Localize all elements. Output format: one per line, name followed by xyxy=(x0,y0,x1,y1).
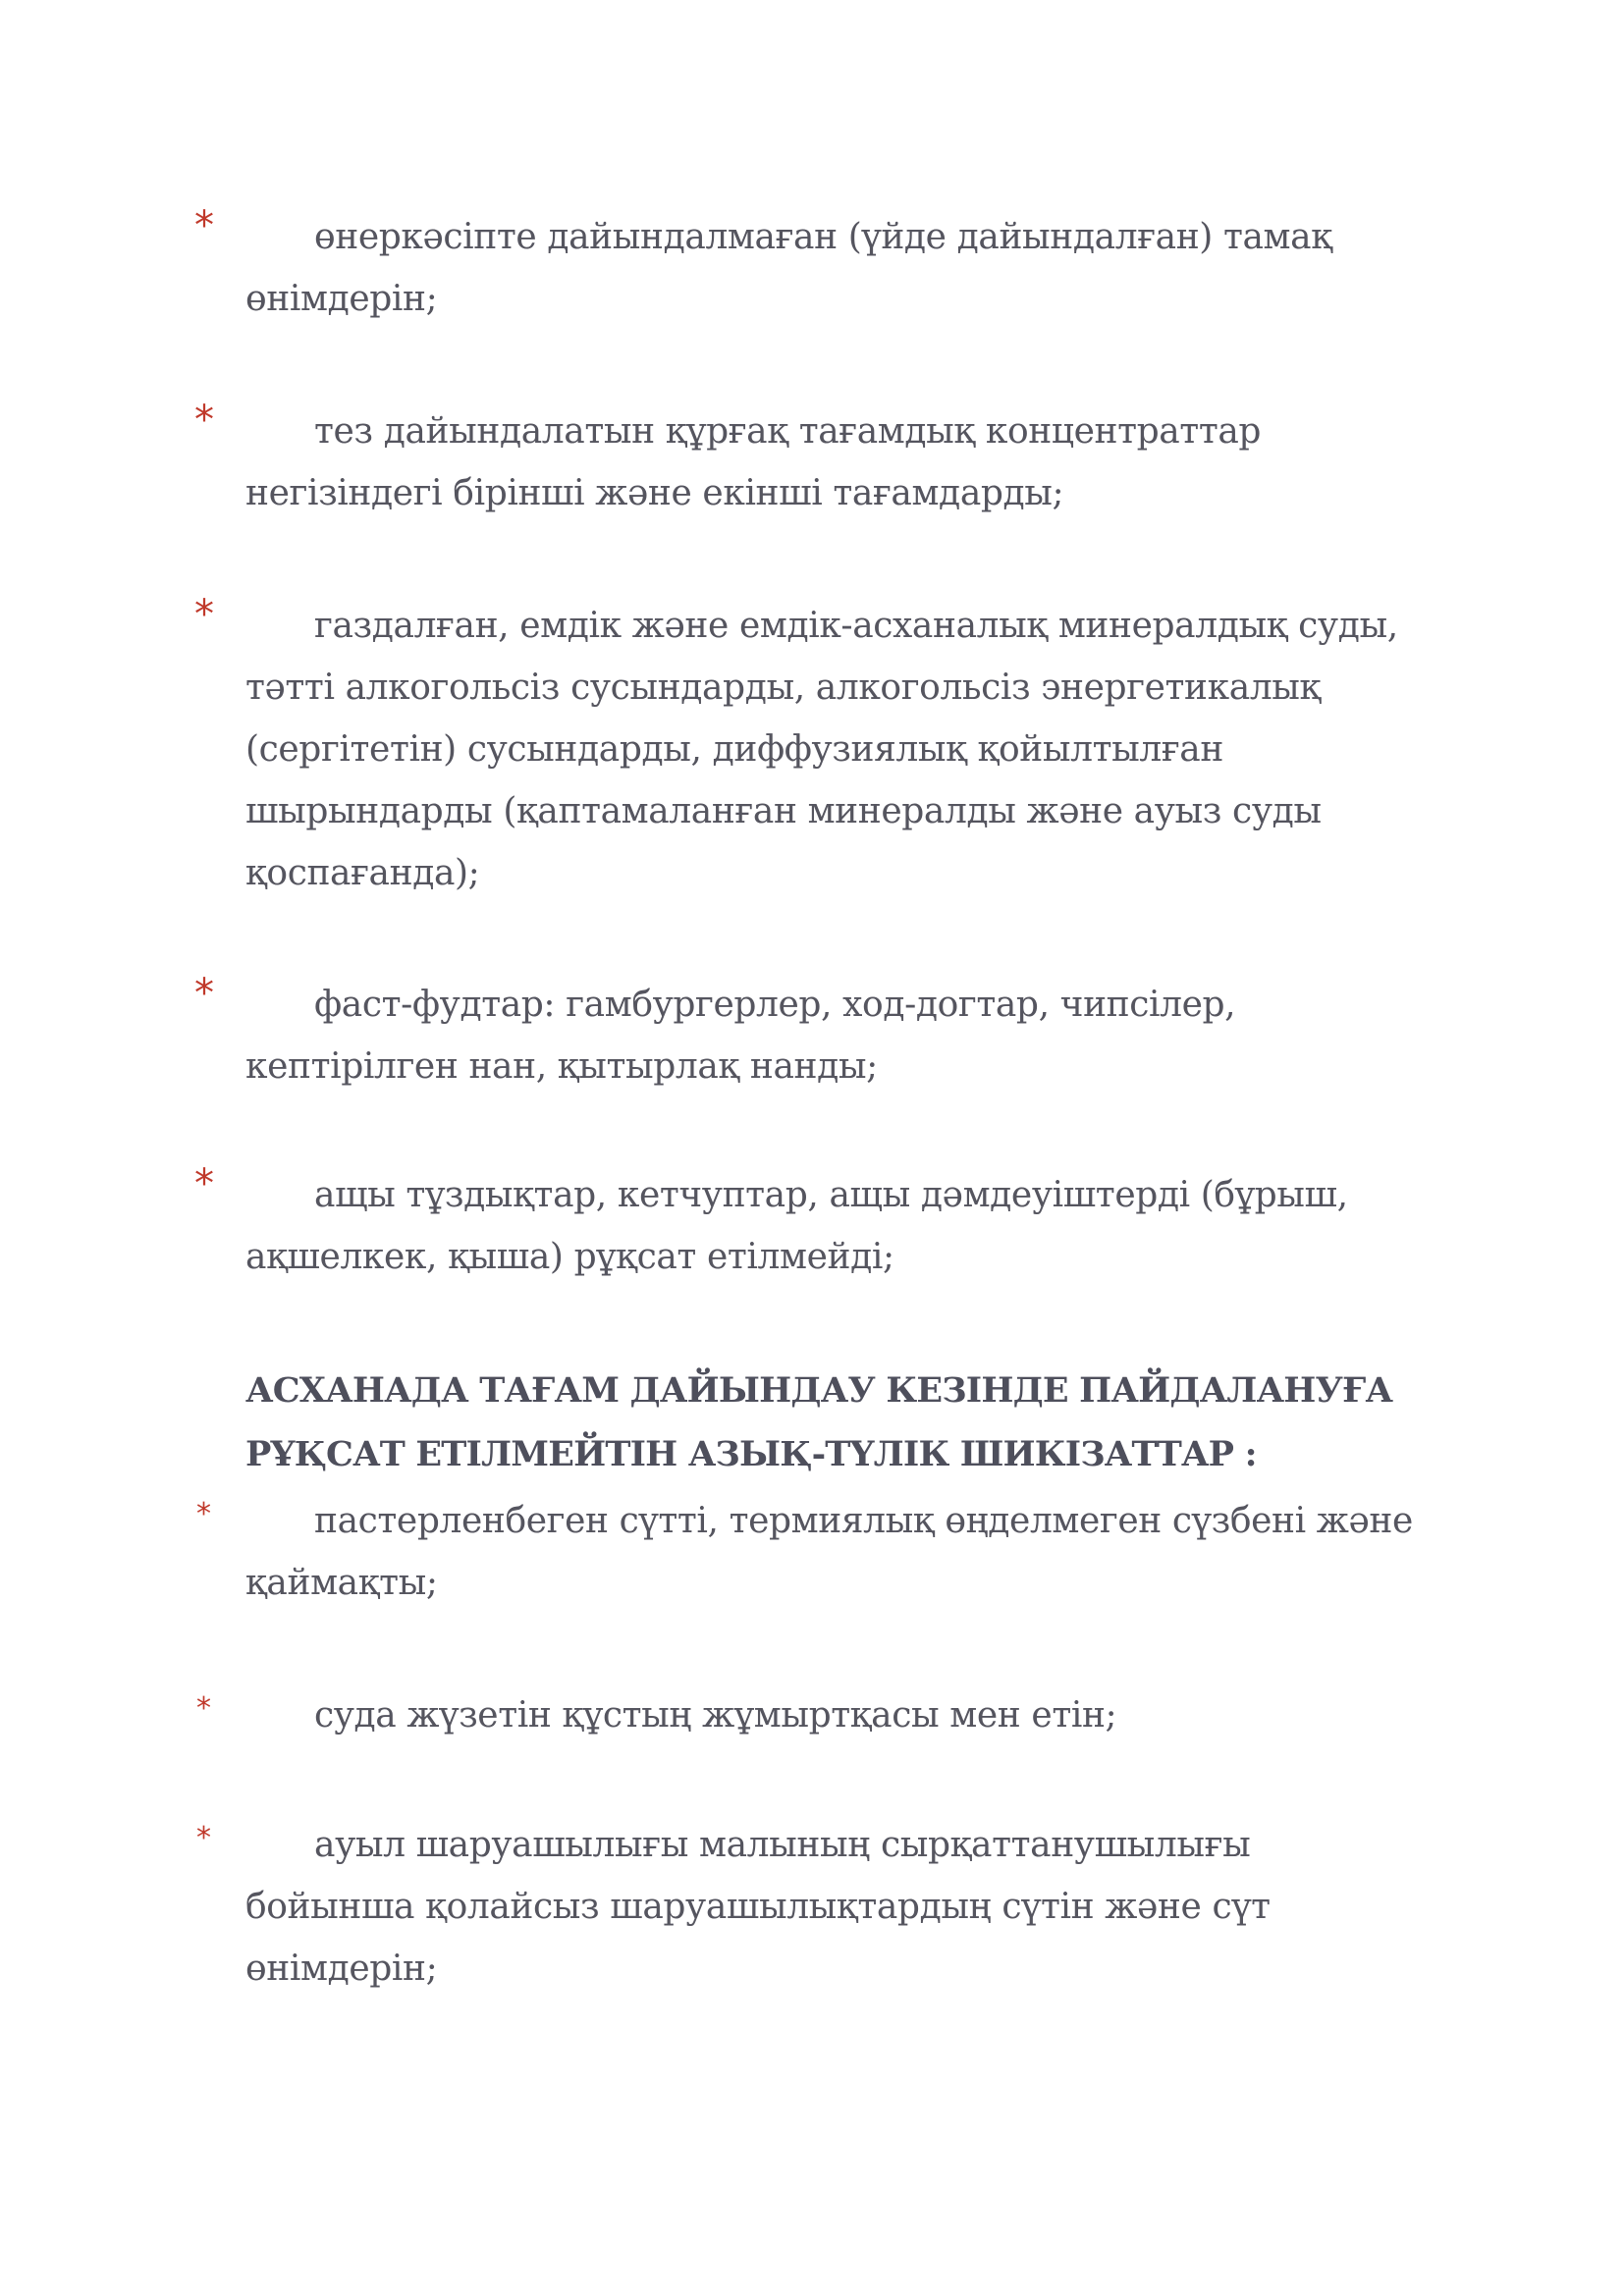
asterisk-icon: * xyxy=(194,971,214,1016)
asterisk-icon: * xyxy=(196,1497,211,1531)
list-item-text: суда жүзетін құстың жұмыртқасы мен етін; xyxy=(314,1695,1117,1735)
list-item-text: пастерленбеген сүтті, термиялық өңделмеген сүзбені және xyxy=(314,1501,1413,1541)
list-item-text: фаст-фудтар: гамбургерлер, ход-догтар, чипсілер, xyxy=(314,985,1236,1025)
list-item-text: ақшелкек, қыша) рұқсат етілмейді; xyxy=(245,1237,894,1277)
asterisk-icon: * xyxy=(196,1691,211,1726)
list-item-text: өнімдерін; xyxy=(245,279,438,319)
section-heading-line: АСХАНАДА ТАҒАМ ДАЙЫНДАУ КЕЗІНДЕ ПАЙДАЛАНУҒА xyxy=(245,1370,1393,1411)
list-item-text: тәтті алкогольсіз сусындарды, алкогольсіз энергетикалық xyxy=(245,667,1321,708)
list-item-text: қоспағанда); xyxy=(245,853,480,893)
list-item-text: тез дайындалатын құрғақ тағамдық концентраттар xyxy=(314,411,1262,452)
list-item-text: шырындарды (қаптамаланған минералды және ауыз суды xyxy=(245,791,1322,831)
list-item-text: өнеркәсіпте дайындалмаған (үйде дайындалған) тамақ xyxy=(314,217,1332,257)
list-item-text: ащы тұздықтар, кетчуптар, ащы дәмдеуіштерді (бұрыш, xyxy=(314,1175,1348,1215)
list-item-text: (сергітетін) сусындарды, диффузиялық қойылтылған xyxy=(245,729,1223,770)
list-item-text: қаймақты; xyxy=(245,1563,438,1603)
list-item-text: бойынша қолайсыз шаруашылықтардың сүтін және сүт xyxy=(245,1887,1271,1927)
list-item xyxy=(194,203,1404,330)
list-item-text: газдалған, емдік және емдік-асханалық минералдық суды, xyxy=(314,606,1398,646)
list-item xyxy=(196,1684,1404,1746)
list-item-text: ауыл шаруашылығы малының сырқаттанушылығы xyxy=(314,1825,1251,1865)
asterisk-icon: * xyxy=(196,1821,211,1855)
list-item-text: кептірілген нан, қытырлақ нанды; xyxy=(245,1046,878,1087)
asterisk-icon: * xyxy=(194,592,214,637)
list-item xyxy=(194,1161,1404,1288)
asterisk-icon: * xyxy=(194,203,214,248)
list-item xyxy=(194,592,1404,904)
list-item xyxy=(194,971,1404,1097)
section-heading xyxy=(245,1359,1424,1486)
list-item-text: өнімдерін; xyxy=(245,1949,438,1989)
list-item xyxy=(196,1490,1413,1614)
section-heading-line: РҰҚСАТ ЕТІЛМЕЙТІН АЗЫҚ-ТҮЛІК ШИКІЗАТТАР : xyxy=(245,1434,1257,1474)
list-item xyxy=(196,1814,1404,2000)
list-item-text: негізіндегі бірінші және екінші тағамдарды; xyxy=(245,473,1064,513)
list-item xyxy=(194,398,1404,524)
asterisk-icon: * xyxy=(194,1161,214,1206)
asterisk-icon: * xyxy=(194,398,214,443)
